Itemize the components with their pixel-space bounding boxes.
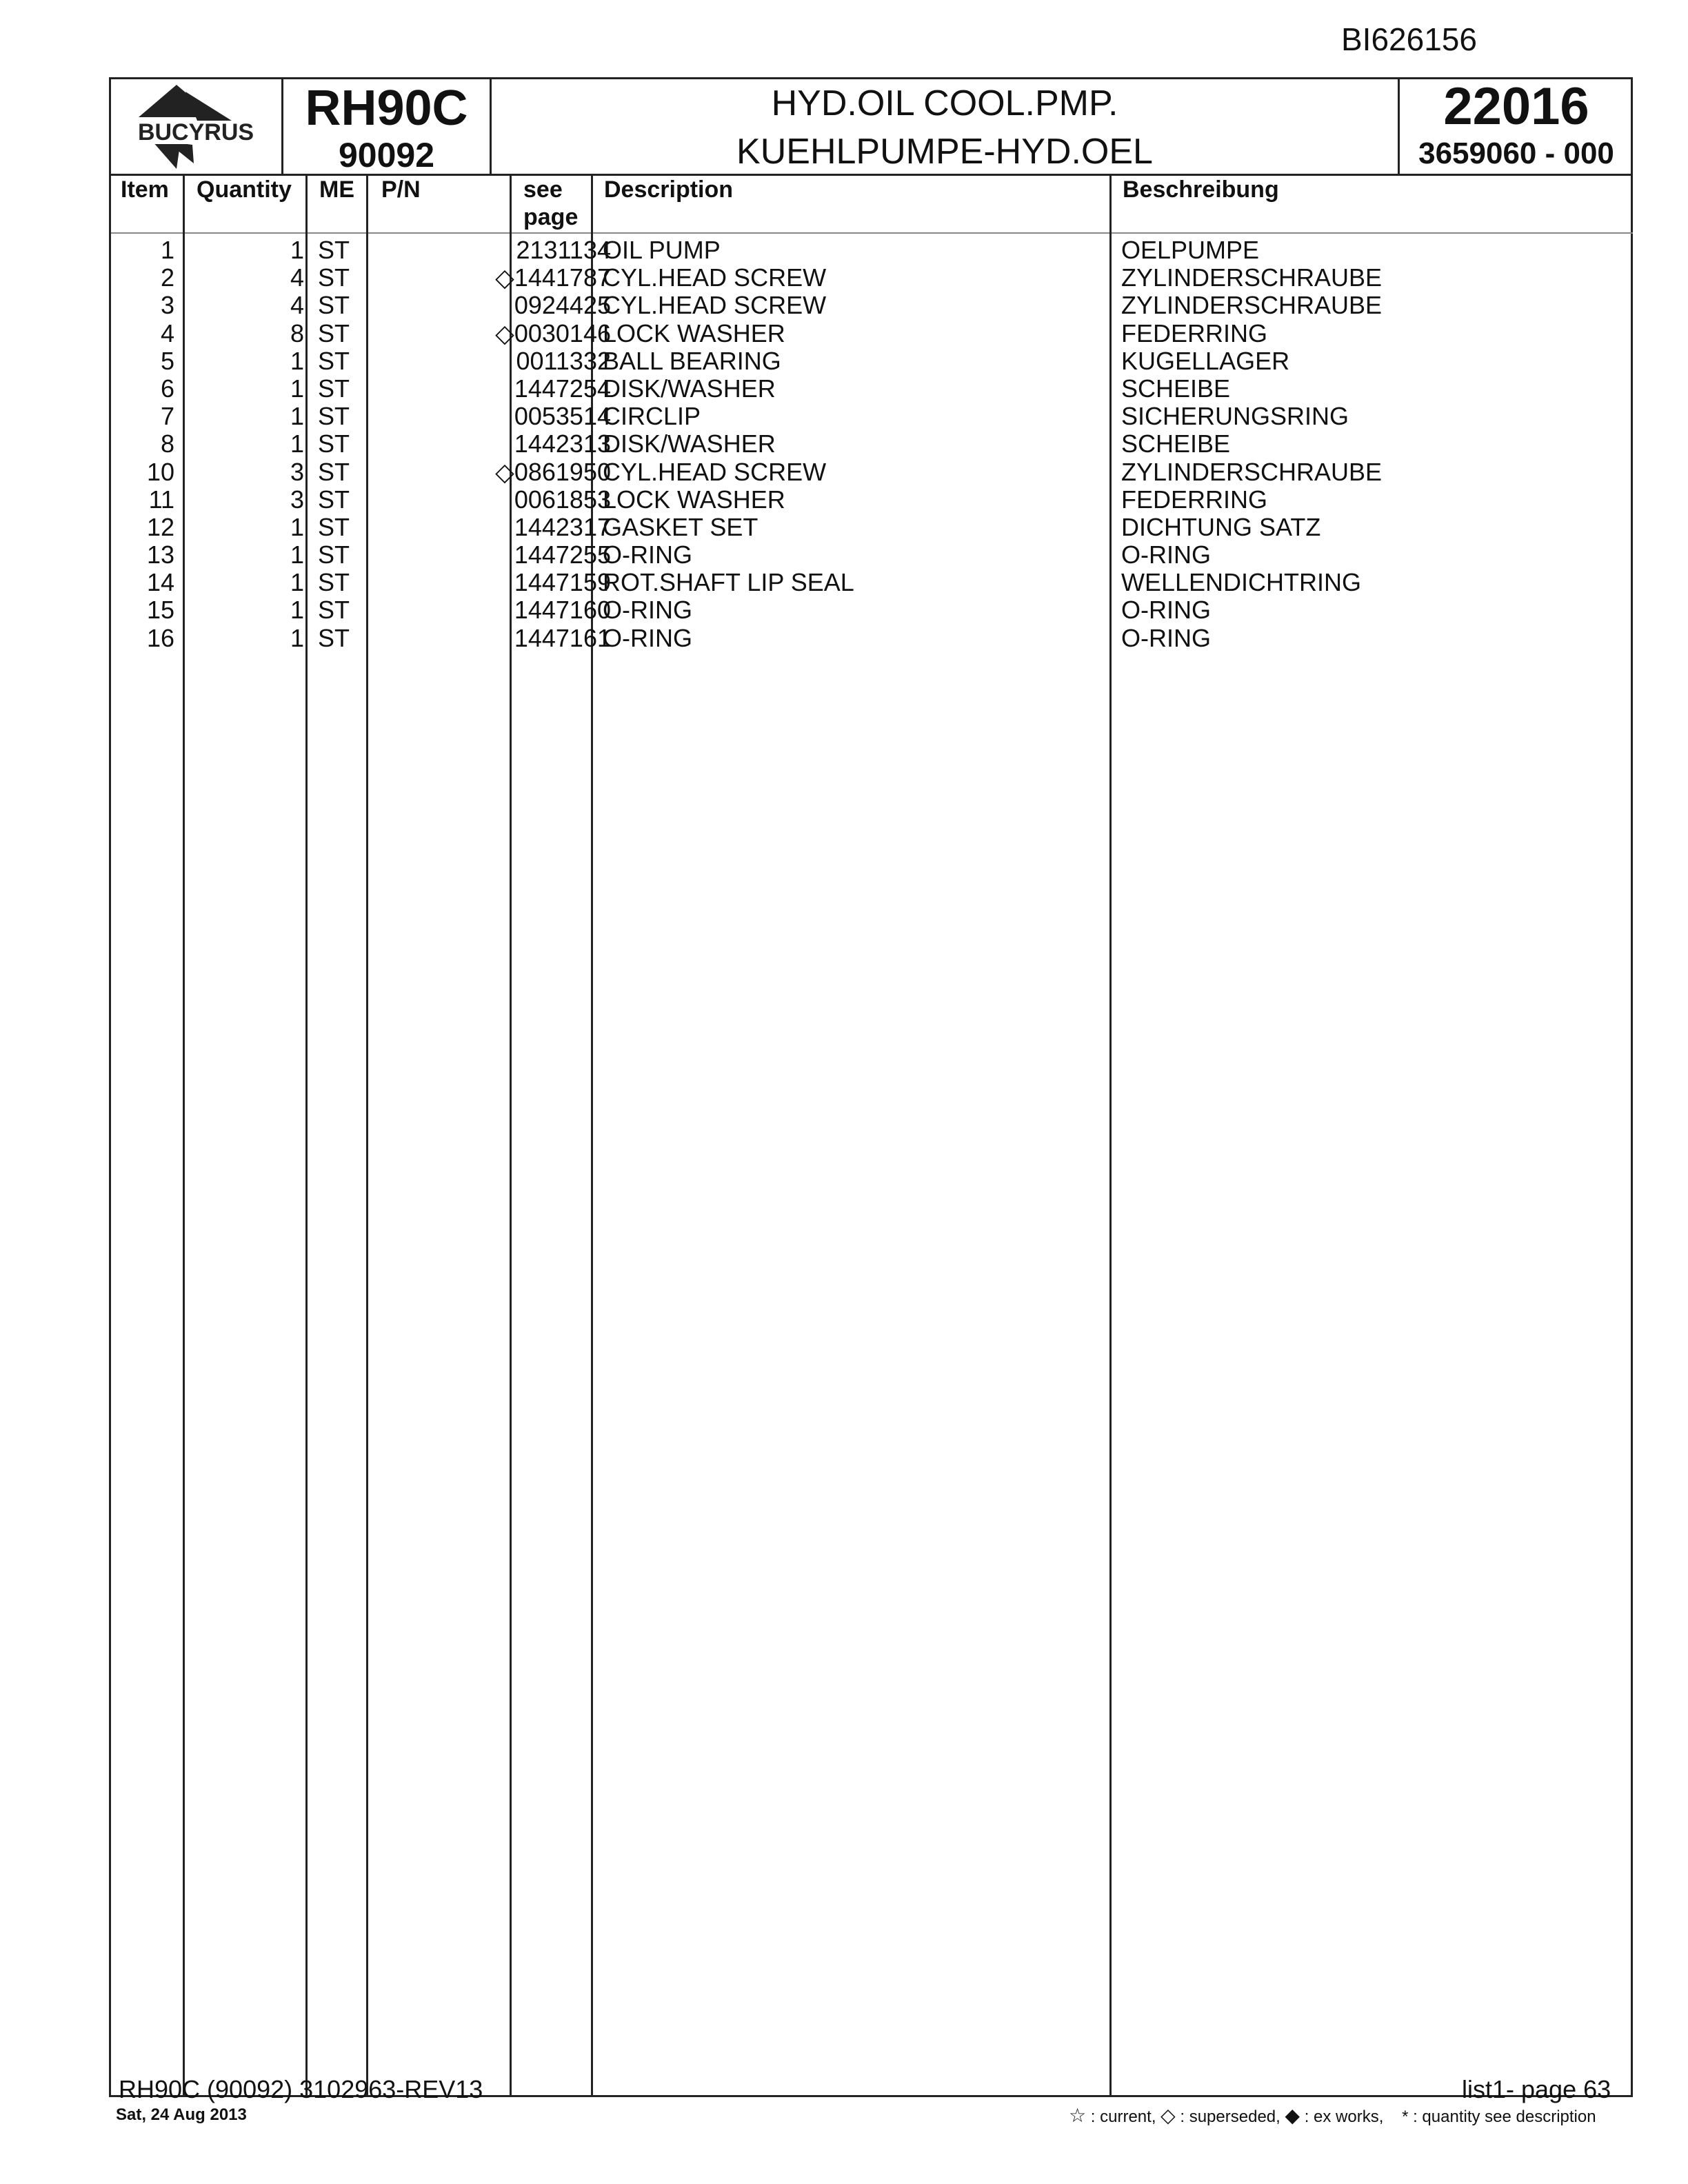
description: LOCK WASHER	[603, 485, 785, 514]
item-number: 8	[160, 429, 174, 458]
quantity: 1	[290, 402, 304, 431]
part-number: ◇0861950	[495, 457, 611, 486]
part-number: 0053514	[514, 402, 611, 431]
description: LOCK WASHER	[603, 318, 785, 347]
description: CIRCLIP	[603, 402, 701, 431]
table-row	[111, 292, 1631, 319]
table-row	[111, 514, 1631, 541]
unit: ST	[318, 568, 350, 597]
legend-quantity: * : quantity see description	[1402, 2107, 1596, 2126]
item-number: 4	[160, 318, 174, 347]
description: O-RING	[603, 596, 692, 625]
footer-document-ref: RH90C (90092) 3102963-REV13	[119, 2075, 483, 2103]
description: GASKET SET	[603, 512, 758, 541]
part-number: 1447159	[514, 568, 611, 597]
beschreibung: O-RING	[1121, 540, 1211, 569]
table-row	[111, 625, 1631, 652]
beschreibung: DICHTUNG SATZ	[1121, 512, 1321, 541]
beschreibung: O-RING	[1121, 596, 1211, 625]
description: CYL.HEAD SCREW	[603, 291, 827, 320]
unit: ST	[318, 623, 350, 652]
part-number: 2131134	[516, 236, 611, 264]
beschreibung: FEDERRING	[1121, 318, 1268, 347]
quantity: 8	[290, 318, 304, 347]
title-cell	[492, 79, 1400, 176]
beschreibung: KUGELLAGER	[1121, 346, 1290, 375]
column-header-quantity: Quantity	[197, 176, 292, 203]
part-number: 1442317	[514, 512, 611, 541]
legend-superseded: : superseded,	[1180, 2107, 1280, 2126]
unit: ST	[318, 485, 350, 514]
title-english: HYD.OIL COOL.PMP.	[771, 83, 1118, 123]
table-row	[111, 541, 1631, 569]
item-number: 10	[146, 457, 174, 486]
item-number: 3	[160, 291, 174, 320]
beschreibung: ZYLINDERSCHRAUBE	[1121, 291, 1383, 320]
part-number: 1447255	[514, 540, 611, 569]
column-header-item: Item	[121, 176, 169, 203]
title-german: KUEHLPUMPE-HYD.OEL	[736, 132, 1153, 172]
unit: ST	[318, 540, 350, 569]
beschreibung: ZYLINDERSCHRAUBE	[1121, 457, 1383, 486]
item-number: 2	[160, 263, 174, 292]
table-row	[111, 486, 1631, 514]
unit: ST	[318, 318, 350, 347]
item-number: 6	[160, 374, 174, 403]
description: O-RING	[603, 540, 692, 569]
footer-page-number: list1- page 63	[1462, 2075, 1611, 2103]
part-number: 1447161	[514, 623, 611, 652]
table-row	[111, 458, 1631, 486]
quantity: 1	[290, 623, 304, 652]
unit: ST	[318, 596, 350, 625]
footer-date: Sat, 24 Aug 2013	[116, 2105, 247, 2124]
quantity: 4	[290, 263, 304, 292]
part-number: 1447254	[514, 374, 611, 403]
part-number: 0924425	[514, 291, 611, 320]
symbol-legend	[1069, 2104, 1596, 2127]
item-number: 13	[146, 540, 174, 569]
beschreibung: WELLENDICHTRING	[1121, 568, 1362, 597]
part-number: 1442313	[514, 429, 611, 458]
group-number: 22016	[1443, 77, 1589, 136]
item-number: 1	[160, 236, 174, 264]
unit: ST	[318, 457, 350, 486]
group-code: 3659060 - 000	[1418, 136, 1614, 170]
unit: ST	[318, 263, 350, 292]
quantity: 1	[290, 374, 304, 403]
table-row	[111, 236, 1631, 264]
beschreibung: O-RING	[1121, 623, 1211, 652]
table-row	[111, 347, 1631, 375]
item-number: 14	[146, 568, 174, 597]
table-row	[111, 375, 1631, 403]
column-header-me: ME	[319, 176, 354, 203]
logo-cell	[111, 79, 283, 176]
quantity: 4	[290, 291, 304, 320]
logo-text: BUCYRUS	[137, 119, 254, 145]
unit: ST	[318, 429, 350, 458]
table-row	[111, 264, 1631, 292]
column-header-see-page	[523, 176, 578, 234]
unit: ST	[318, 291, 350, 320]
part-number: ◇0030146	[495, 318, 611, 347]
beschreibung: SCHEIBE	[1121, 374, 1231, 403]
description: BALL BEARING	[603, 346, 781, 375]
diamond-filled-icon: ◆	[1285, 2105, 1300, 2126]
quantity: 1	[290, 346, 304, 375]
column-header-description: Description	[604, 176, 734, 203]
item-number: 15	[146, 596, 174, 625]
model-code: 90092	[338, 136, 435, 174]
table-row	[111, 430, 1631, 458]
description: O-RING	[603, 623, 692, 652]
beschreibung: ZYLINDERSCHRAUBE	[1121, 263, 1383, 292]
document-id: BI626156	[1341, 21, 1477, 57]
unit: ST	[318, 236, 350, 264]
legend-ex-works: : ex works,	[1304, 2107, 1384, 2126]
page-label: page	[523, 204, 579, 230]
star-outline-icon: ☆	[1069, 2105, 1087, 2126]
bucyrus-logo	[111, 79, 283, 174]
item-number: 11	[148, 485, 174, 514]
part-number: ◇1441787	[495, 263, 611, 292]
model-cell	[283, 79, 492, 176]
description: DISK/WASHER	[603, 374, 776, 403]
table-row	[111, 320, 1631, 347]
item-number: 7	[160, 402, 174, 431]
model-name: RH90C	[305, 81, 468, 136]
part-number: 1447160	[514, 596, 611, 625]
parts-table-body	[111, 236, 1631, 652]
quantity: 1	[290, 596, 304, 625]
quantity: 1	[290, 568, 304, 597]
beschreibung: SCHEIBE	[1121, 429, 1231, 458]
part-number: 0061853	[514, 485, 611, 514]
parts-list-frame	[109, 77, 1633, 2097]
unit: ST	[318, 402, 350, 431]
diamond-outline-icon: ◇	[1160, 2105, 1176, 2126]
item-number: 5	[160, 346, 174, 375]
see-label: see	[523, 176, 563, 203]
description: ROT.SHAFT LIP SEAL	[603, 568, 854, 597]
item-number: 16	[146, 623, 174, 652]
item-number: 12	[146, 512, 174, 541]
unit: ST	[318, 346, 350, 375]
table-row	[111, 403, 1631, 430]
part-number: 0011332	[516, 346, 611, 375]
quantity: 1	[290, 236, 304, 264]
beschreibung: FEDERRING	[1121, 485, 1268, 514]
group-cell	[1400, 79, 1633, 176]
beschreibung: SICHERUNGSRING	[1121, 402, 1349, 431]
description: CYL.HEAD SCREW	[603, 263, 827, 292]
quantity: 1	[290, 540, 304, 569]
unit: ST	[318, 512, 350, 541]
table-row	[111, 569, 1631, 596]
column-header-beschreibung: Beschreibung	[1123, 176, 1279, 203]
description: DISK/WASHER	[603, 429, 776, 458]
description: OIL PUMP	[603, 236, 721, 264]
description: CYL.HEAD SCREW	[603, 457, 827, 486]
quantity: 1	[290, 429, 304, 458]
column-header-pn: P/N	[381, 176, 421, 203]
quantity: 1	[290, 512, 304, 541]
quantity: 3	[290, 457, 304, 486]
quantity: 3	[290, 485, 304, 514]
legend-current: : current,	[1090, 2107, 1156, 2126]
beschreibung: OELPUMPE	[1121, 236, 1260, 264]
table-row	[111, 596, 1631, 624]
unit: ST	[318, 374, 350, 403]
